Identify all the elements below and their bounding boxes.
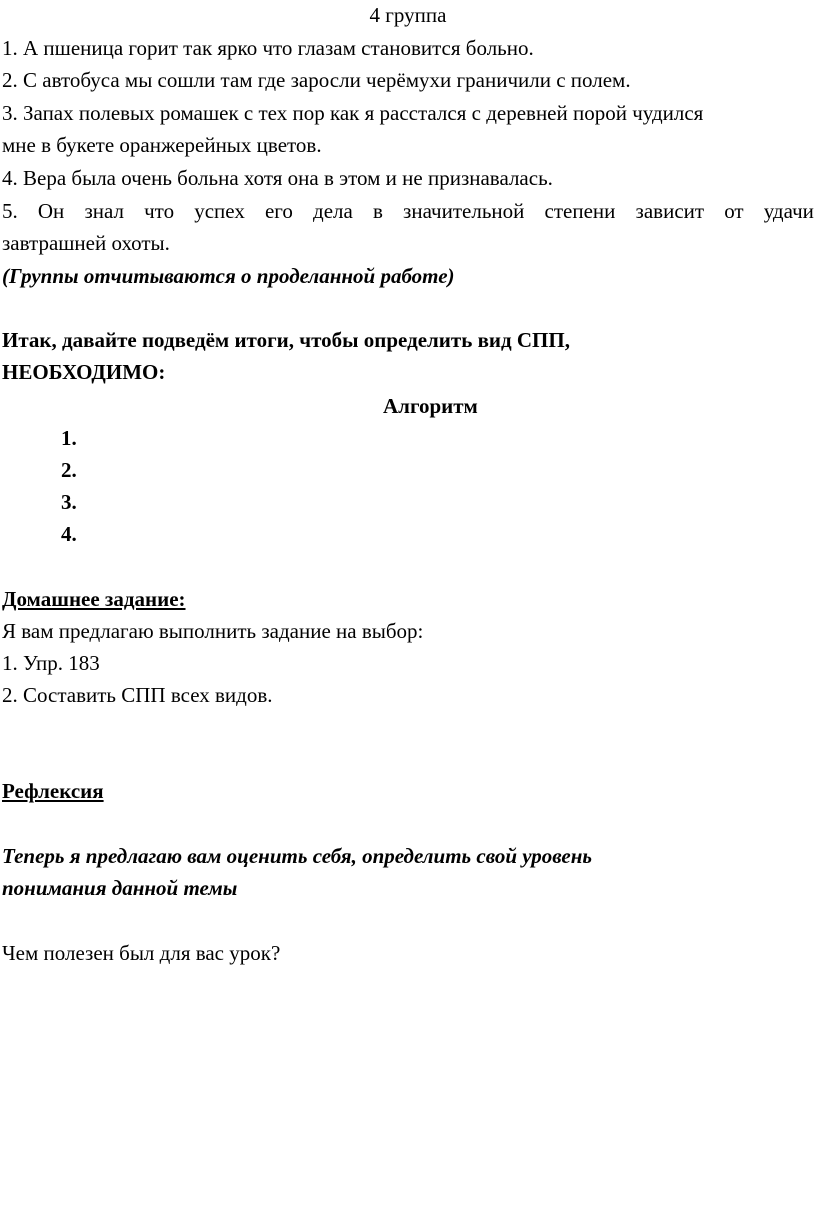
groups-report-note: (Группы отчитываются о проделанной работе) [2,264,455,288]
sentence-5-line-2: завтрашней охоты. [2,231,170,255]
homework-option-1: 1. Упр. 183 [2,651,100,675]
sentence-1: 1. А пшеница горит так ярко что глазам становится больно. [2,36,534,60]
algorithm-item-3: 3. [61,490,77,514]
reflection-prompt-line-1: Теперь я предлагаю вам оценить себя, определить свой уровень [2,844,592,868]
sentence-5-word: знал [84,199,124,223]
sentence-5-word: степени [544,199,616,223]
sentence-5-line-1 [2,198,814,224]
sentence-5-word: от [724,199,744,223]
sentence-5-word: успех [194,199,245,223]
summary-line-1: Итак, давайте подведём итоги, чтобы определить вид СПП, [2,328,570,352]
algorithm-item-4: 4. [61,522,77,546]
sentence-4: 4. Вера была очень больна хотя она в этом и не признавалась. [2,166,553,190]
algorithm-item-1: 1. [61,426,77,450]
homework-title: Домашнее задание: [2,587,186,611]
reflection-title: Рефлексия [2,779,104,803]
homework-intro: Я вам предлагаю выполнить задание на выбор: [2,619,424,643]
sentence-5-word: его [264,199,293,223]
sentence-5-word: 5. [2,199,18,223]
reflection-prompt-line-2: понимания данной темы [2,876,238,900]
algorithm-item-2: 2. [61,458,77,482]
sentence-5-word: дела [313,199,353,223]
sentence-5-word: значительной [403,199,525,223]
sentence-3-line-2: мне в букете оранжерейных цветов. [2,133,322,157]
sentence-5-word: что [144,199,175,223]
sentence-3-line-1: 3. Запах полевых ромашек с тех пор как я расстался с деревней порой чудился [2,101,704,125]
algorithm-title: Алгоритм [383,394,478,418]
sentence-5-word: в [372,199,383,223]
sentence-5-word: зависит [635,199,705,223]
reflection-question: Чем полезен был для вас урок? [2,941,281,965]
sentence-2: 2. С автобуса мы сошли там где заросли черёмухи граничили с полем. [2,68,631,92]
summary-line-2: НЕОБХОДИМО: [2,360,166,384]
sentence-5-word: удачи [763,199,814,223]
homework-option-2: 2. Составить СПП всех видов. [2,683,273,707]
group-heading: 4 группа [369,3,447,27]
sentence-5-word: Он [37,199,65,223]
